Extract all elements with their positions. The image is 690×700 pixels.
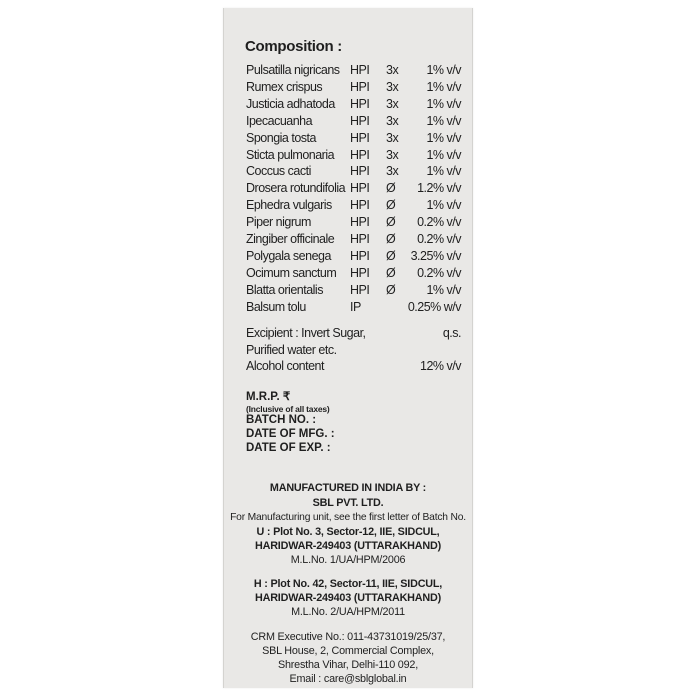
manufacturer-heading: MANUFACTURED IN INDIA BY : [269,482,427,494]
composition-row [246,96,461,113]
composition-row [246,180,461,197]
composition-row [246,231,461,248]
product-label [223,8,473,688]
composition-row [246,147,461,164]
ingredient-potency: Ø [386,181,396,196]
ingredient-percent: 1% v/v [426,79,461,94]
ingredient-percent: 3.25% v/v [410,248,461,263]
composition-row [246,62,461,79]
ingredient-name: Ipecacuanha [246,113,313,128]
composition-row [246,248,461,265]
ingredient-name: Ephedra vulgaris [246,198,332,213]
ingredient-potency: 3x [386,164,399,179]
ingredient-potency: Ø [386,198,396,213]
alcohol-label: Alcohol content [246,359,324,373]
unit-note: For Manufacturing unit, see the first letter of Batch No. [230,512,466,523]
ingredient-name: Balsum tolu [246,299,306,314]
contact-address-2: Shrestha Vihar, Delhi-110 092, [277,659,419,671]
unit-u-address-1: U : Plot No. 3, Sector-12, IIE, SIDCUL, [256,526,440,538]
ingredient-source: IP [350,299,361,314]
mrp-label: M.R.P. ₹ [246,391,291,403]
ingredient-percent: 0.25% w/v [407,299,461,314]
ingredient-potency: 3x [386,96,399,111]
composition-row [246,79,461,96]
ingredient-source: HPI [350,215,370,230]
ingredient-name: Sticta pulmonaria [246,147,335,162]
excipient-qs: q.s. [442,326,461,340]
ingredient-percent: 1% v/v [426,282,461,297]
ingredient-percent: 0.2% v/v [417,215,461,230]
composition-title: Composition : [245,38,342,55]
ingredient-name: Piper nigrum [246,215,311,230]
contact-email: Email : care@sblglobal.in [289,673,407,685]
ingredient-potency: Ø [386,282,396,297]
ingredient-name: Pulsatilla nigricans [246,63,340,77]
ingredient-percent: 1% v/v [426,198,461,213]
composition-row [246,265,461,282]
alcohol-value: 12% v/v [420,359,461,373]
ingredient-percent: 1% v/v [426,164,461,179]
ingredient-name: Blatta orientalis [246,282,323,297]
unit-u-license: M.L.No. 1/UA/HPM/2006 [290,554,406,566]
ingredient-source: HPI [350,232,370,246]
ingredient-percent: 0.2% v/v [417,265,461,280]
ingredient-name: Drosera rotundifolia [246,181,346,196]
unit-h-address-1: H : Plot No. 42, Sector-11, IIE, SIDCUL, [253,578,443,590]
ingredient-source: HPI [350,198,370,213]
ingredient-source: HPI [350,96,370,111]
ingredient-percent: 1% v/v [426,63,461,77]
crm-number: CRM Executive No.: 011-43731019/25/37, [250,631,446,643]
ingredient-potency: 3x [386,79,399,94]
date-of-mfg: DATE OF MFG. : [246,428,335,440]
excipient-line-2: Purified water etc. [246,343,337,357]
composition-row [246,197,461,214]
ingredient-source: HPI [350,248,370,263]
composition-row [246,130,461,147]
ingredient-potency: 3x [386,63,399,77]
ingredient-name: Polygala senega [246,248,331,263]
ingredient-name: Rumex crispus [246,79,323,94]
unit-u-address-2: HARIDWAR-249403 (UTTARAKHAND) [255,540,441,552]
ingredient-source: HPI [350,181,370,196]
ingredient-source: HPI [350,282,370,297]
ingredient-percent: 1% v/v [426,113,461,128]
ingredient-potency: 3x [386,147,399,162]
composition-row [246,163,461,180]
ingredient-potency: Ø [386,265,396,280]
ingredient-source: HPI [350,63,370,77]
ingredient-name: Ocimum sanctum [246,265,337,280]
ingredient-potency: 3x [386,130,399,145]
ingredient-source: HPI [350,265,370,280]
composition-row [246,282,461,299]
excipient-line-1: Excipient : Invert Sugar, [246,326,366,340]
unit-h-license: M.L.No. 2/UA/HPM/2011 [291,606,405,618]
ingredient-name: Justicia adhatoda [246,96,335,111]
taxes-note: (Inclusive of all taxes) [246,404,330,414]
ingredient-potency: Ø [386,215,396,230]
ingredient-source: HPI [350,147,370,162]
batch-no: BATCH NO. : [246,414,317,426]
composition-row [246,299,461,316]
ingredient-potency: 3x [386,113,399,128]
ingredient-percent: 1% v/v [426,96,461,111]
ingredient-name: Zingiber officinale [246,232,335,246]
composition-row [246,214,461,231]
ingredient-percent: 0.2% v/v [417,232,461,246]
contact-address-1: SBL House, 2, Commercial Complex, [262,645,434,657]
ingredient-percent: 1% v/v [426,130,461,145]
ingredient-name: Spongia tosta [246,130,316,145]
unit-h-address-2: HARIDWAR-249403 (UTTARAKHAND) [255,592,441,604]
company-name: SBL PVT. LTD. [312,497,384,509]
ingredient-name: Coccus cacti [246,164,311,179]
ingredient-source: HPI [350,164,370,179]
ingredient-source: HPI [350,113,370,128]
ingredient-source: HPI [350,79,370,94]
ingredient-source: HPI [350,130,370,145]
ingredient-potency: Ø [386,248,396,263]
ingredient-percent: 1% v/v [426,147,461,162]
composition-row [246,113,461,130]
date-of-exp: DATE OF EXP. : [246,442,331,454]
ingredient-percent: 1.2% v/v [417,181,461,196]
ingredient-potency: Ø [386,232,396,246]
